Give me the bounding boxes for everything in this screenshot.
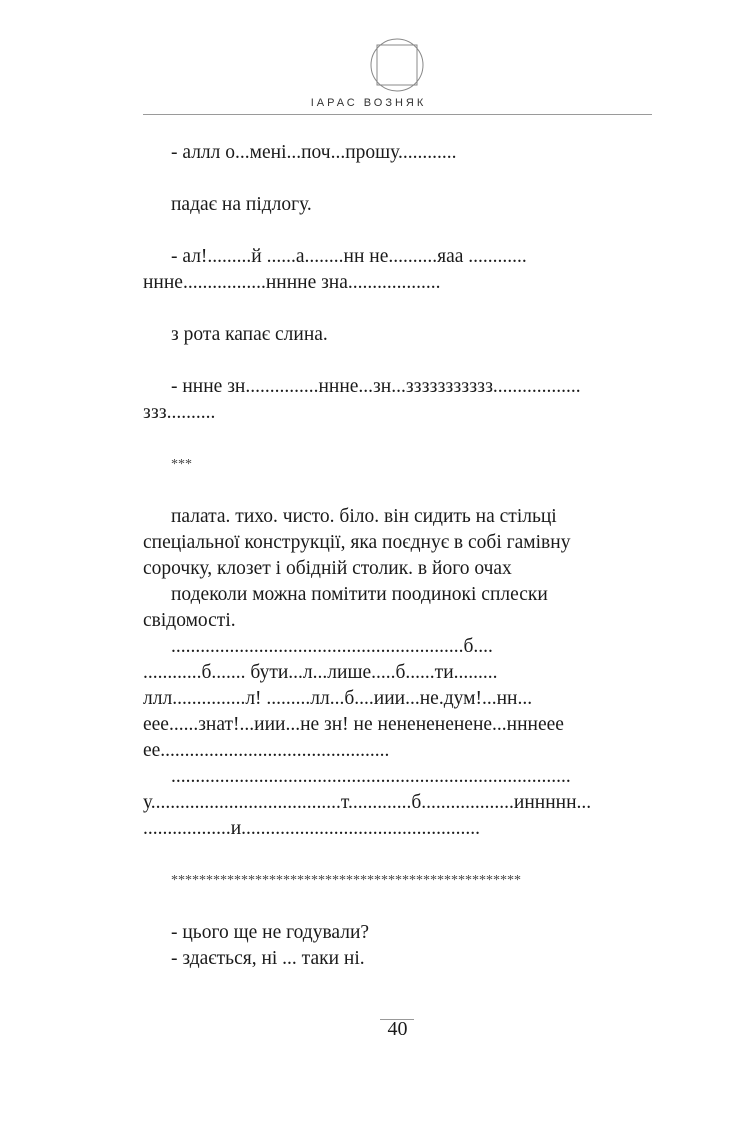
paragraph-line: свідомості. <box>143 610 236 631</box>
dialogue-line: - ал!.........й ......а........нн не..........яаа ............ <box>171 246 527 267</box>
paragraph-line: сорочку, клозет і обідній столик. в його очах <box>143 558 512 579</box>
dialogue-line: - цього ще не годували? <box>171 922 370 943</box>
section-separator: *** <box>171 457 192 472</box>
narration-line: з рота капає слина. <box>171 324 328 345</box>
dialogue-line-cont: ннне.................нннне зна................... <box>143 272 441 293</box>
stammer-line: .................................................................................. <box>171 766 571 787</box>
stammer-line: ..................и................................................. <box>143 818 481 839</box>
stammer-line: ллл...............л! .........лл...б....иии...не.дум!...нн... <box>143 688 533 709</box>
stammer-line: ............б....... бути...л...лише.....б......ти......... <box>143 662 498 683</box>
paragraph-line: спеціальної конструкції, яка поєднує в собі гамівну <box>143 532 571 553</box>
paragraph-line: палата. тихо. чисто. біло. він сидить на стільці <box>171 506 557 527</box>
page-body <box>143 140 652 972</box>
narration-line: падає на підлогу. <box>171 194 312 215</box>
header-author: ІАРАС ВОЗНЯК <box>310 97 427 109</box>
stammer-line: еее......знат!...иии...не зн! не нененененене...нннеее <box>143 714 564 735</box>
stammer-line: у.......................................т.............б...................иннннн... <box>143 792 592 813</box>
dialogue-line: - аллл о...мені...поч...прошу............ <box>171 142 457 163</box>
dialogue-line-cont: ззз.......... <box>143 402 216 423</box>
dialogue-line: - здається, ні ... таки ні. <box>171 948 365 969</box>
paragraph-line: подеколи можна помітити поодинокі сплески <box>171 584 548 605</box>
dialogue-line: - ннне зн...............ннне...зн...ззззззззззз.................. <box>171 376 581 397</box>
stammer-line: ............................................................б.... <box>171 636 493 657</box>
stammer-line: ее............................................... <box>143 740 390 761</box>
header-rule <box>143 114 652 115</box>
header-logo <box>368 36 426 94</box>
section-separator: ************************************************** <box>171 873 521 888</box>
page-number: 40 <box>387 1018 408 1040</box>
